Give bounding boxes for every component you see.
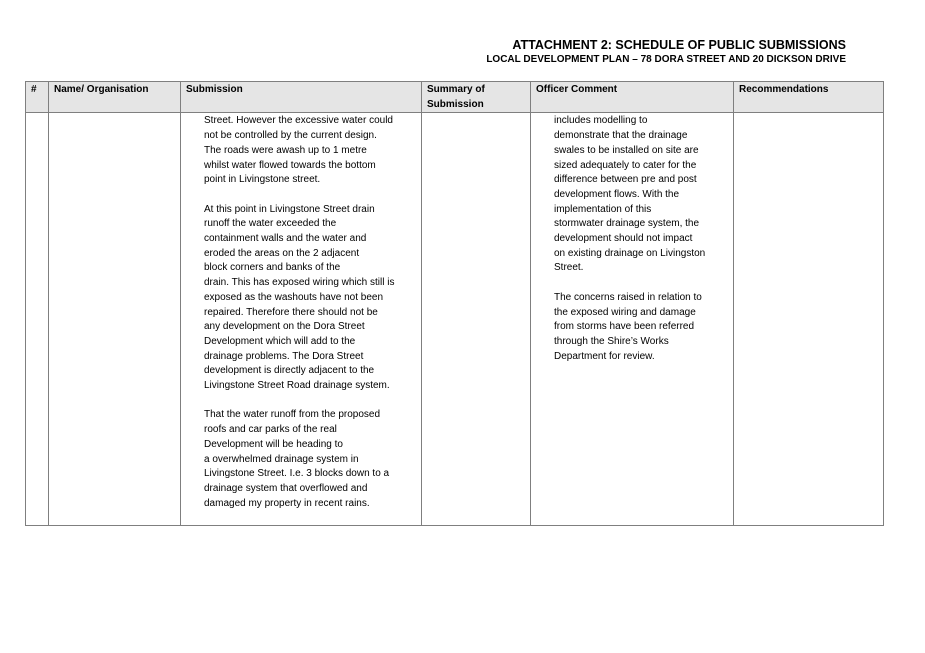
text-line: includes modelling to bbox=[554, 115, 648, 127]
text-line: development is directly adjacent to the bbox=[204, 365, 375, 377]
text-line: sized adequately to cater for the bbox=[554, 159, 697, 171]
text-line: Development which will add to the bbox=[204, 335, 356, 347]
cell-name bbox=[49, 113, 181, 526]
submissions-table bbox=[25, 81, 884, 526]
text-line: from storms have been referred bbox=[554, 321, 695, 333]
table-header-row bbox=[26, 82, 884, 113]
cell-recommendations bbox=[734, 113, 884, 526]
text-line: The roads were awash up to 1 metre bbox=[204, 144, 367, 156]
text-line: Development will be heading to bbox=[204, 438, 343, 450]
column-header-submission: Submission bbox=[181, 82, 422, 113]
text-line: difference between pre and post bbox=[554, 174, 697, 186]
text-line: damaged my property in recent rains. bbox=[204, 497, 370, 509]
table-row bbox=[26, 113, 884, 526]
text-line: drainage problems. The Dora Street bbox=[204, 350, 364, 362]
paragraph bbox=[554, 291, 725, 365]
text-line: Livingstone Street. I.e. 3 blocks down to a bbox=[204, 468, 390, 480]
text-line: stormwater drainage system, the bbox=[554, 218, 700, 230]
paragraph bbox=[204, 408, 415, 511]
text-line: on existing drainage on Livingston bbox=[554, 247, 706, 259]
cell-officer-comment bbox=[531, 113, 734, 526]
text-line: drain. This has exposed wiring which still is bbox=[204, 277, 395, 289]
column-header-summary: Summary of Submission bbox=[422, 82, 531, 113]
column-header-recommendations: Recommendations bbox=[734, 82, 884, 113]
text-line: whilst water flowed towards the bottom bbox=[204, 159, 376, 171]
text-line: runoff the water exceeded the bbox=[204, 218, 337, 230]
document-title: ATTACHMENT 2: SCHEDULE OF PUBLIC SUBMISSIONS bbox=[512, 38, 846, 52]
text-line: implementation of this bbox=[554, 203, 652, 215]
text-line: not be controlled by the current design. bbox=[204, 130, 377, 142]
text-line: swales to be installed on site are bbox=[554, 144, 699, 156]
text-line: point in Livingstone street. bbox=[204, 174, 321, 186]
text-line: any development on the Dora Street bbox=[204, 321, 365, 333]
cell-number bbox=[26, 113, 49, 526]
text-line: That the water runoff from the proposed bbox=[204, 409, 381, 421]
text-line: drainage system that overflowed and bbox=[204, 482, 368, 494]
text-line: development flows. With the bbox=[554, 188, 680, 200]
text-line: The concerns raised in relation to bbox=[554, 291, 702, 303]
officer-comment-text bbox=[531, 113, 733, 364]
text-line: exposed as the washouts have not been bbox=[204, 291, 384, 303]
text-line: roofs and car parks of the real bbox=[204, 424, 337, 436]
text-line: block corners and banks of the bbox=[204, 262, 341, 274]
text-line: Department for review. bbox=[554, 350, 655, 362]
text-line: demonstrate that the drainage bbox=[554, 130, 688, 142]
document-subtitle: LOCAL DEVELOPMENT PLAN – 78 DORA STREET AND 20 DICKSON DRIVE bbox=[486, 54, 846, 65]
paragraph bbox=[204, 203, 415, 394]
text-line: the exposed wiring and damage bbox=[554, 306, 696, 318]
column-header-officer-comment: Officer Comment bbox=[531, 82, 734, 113]
text-line: eroded the areas on the 2 adjacent bbox=[204, 247, 360, 259]
text-line: a overwhelmed drainage system in bbox=[204, 453, 359, 465]
document-header bbox=[486, 38, 846, 67]
text-line: development should not impact bbox=[554, 233, 693, 245]
text-line: containment walls and the water and bbox=[204, 233, 367, 245]
submission-text bbox=[181, 113, 421, 511]
text-line: Livingstone Street Road drainage system. bbox=[204, 380, 390, 392]
column-header-number: # bbox=[26, 82, 49, 113]
text-line: Street. However the excessive water could bbox=[204, 115, 393, 127]
column-header-name: Name/ Organisation bbox=[49, 82, 181, 113]
paragraph bbox=[554, 114, 725, 276]
text-line: At this point in Livingstone Street drain bbox=[204, 203, 375, 215]
text-line: through the Shire’s Works bbox=[554, 335, 669, 347]
paragraph bbox=[204, 114, 415, 188]
cell-submission bbox=[181, 113, 422, 526]
text-line: Street. bbox=[554, 262, 584, 274]
text-line: repaired. Therefore there should not be bbox=[204, 306, 378, 318]
cell-summary bbox=[422, 113, 531, 526]
